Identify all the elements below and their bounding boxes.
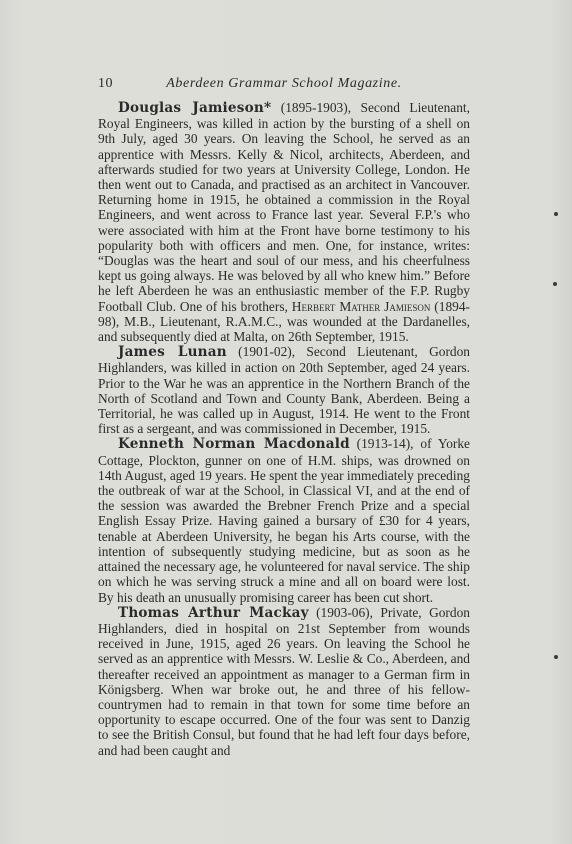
entry-name: Thomas Arthur Mackay xyxy=(118,604,309,621)
obituary-entry-jamieson xyxy=(98,100,470,344)
running-head xyxy=(98,76,470,96)
magazine-title: Aberdeen Grammar School Magazine. xyxy=(166,76,402,91)
entry-text: (1895-1903), Second Lieutenant, Royal Engineers, was killed in action by the bursting of a shell on 9th July, aged 30 years. On leaving the School, he served as an apprentice with Messrs. Kelly & Nicol, architects, Aberdeen, and afterwards studied for two years at University College, London. He then went out to Canada, and practised as an architect in Vancouver. Returning home in 1915, he obtained a commission in the Royal Engineers, and went across to France last year. Several F.P.'s who were associated with him at the Front have borne testimony to his popularity both with officers and men. One, for instance, writes: “Douglas was the heart and soul of our mess, and his cheerfulness kept us going always. He was beloved by all who knew him.” Before he left Aberdeen he was an enthusiastic member of the F.P. Rugby Football Club. One of his brothers, xyxy=(98,100,470,314)
obituary-entry-macdonald xyxy=(98,436,470,604)
entry-name: Kenneth Norman Macdonald xyxy=(118,436,350,453)
margin-mark xyxy=(554,655,558,659)
entry-text: (1913-14), of Yorke Cottage, Plockton, gunner on one of H.M. ships, was drowned on 14th August, aged 19 years. He spent the year immediately preceding the outbreak of war at the School, in Classical VI, and at the end of the session was awarded the Brebner French Prize and a special English Essay Prize. Having gained a bursary of £30 for 4 years, tenable at Aberdeen University, he began his Arts course, with the intention of subsequently studying medicine, but as soon as he attained the necessary age, he volunteered for naval service. The ship on which he was serving struck a mine and all on board were lost. By his death an unusually promising career has been cut short. xyxy=(98,436,470,605)
margin-mark xyxy=(554,212,558,216)
obituary-entry-lunan xyxy=(98,344,470,436)
entry-name: Douglas Jamieson* xyxy=(118,100,272,116)
obituary-entry-mackay xyxy=(98,605,470,758)
page-number: 10 xyxy=(98,76,113,91)
entry-text-continued: (1894-98), M.B., Lieutenant, R.A.M.C., was wounded at the Dardanelles, and subsequently died at Malta, on 26th September, 1915. xyxy=(98,298,470,345)
entry-name: James Lunan xyxy=(118,344,227,361)
entry-text: (1901-02), Second Lieutenant, Gordon Highlanders, was killed in action on 20th September, aged 24 years. Prior to the War he was an apprentice in the Northern Branch of the North of Scotland and Town and County Bank, Aberdeen. Being a Territorial, he was called up in August, 1914. He went to the Front first as a sergeant, and was commissioned in December, 1915. xyxy=(98,344,470,437)
entry-smallcaps-name: Herbert Mather Jamieson xyxy=(291,298,431,314)
entry-text: (1903-06), Private, Gordon Highlanders, died in hospital on 21st September from wounds received in June, 1915, aged 26 years. On leaving the School he served as an apprentice with Messrs. W. Leslie & Co., Aberdeen, and thereafter received an appointment as manager to a German firm in Königsberg. When war broke out, he and three of his fellow-countrymen had to remain in that town for some time before an opportunity to escape occurred. One of the four was sent to Danzig to see the British Consul, but found that he had left four days before, and had been caught and xyxy=(98,604,470,758)
obituary-column xyxy=(98,100,470,758)
margin-mark xyxy=(553,282,557,286)
